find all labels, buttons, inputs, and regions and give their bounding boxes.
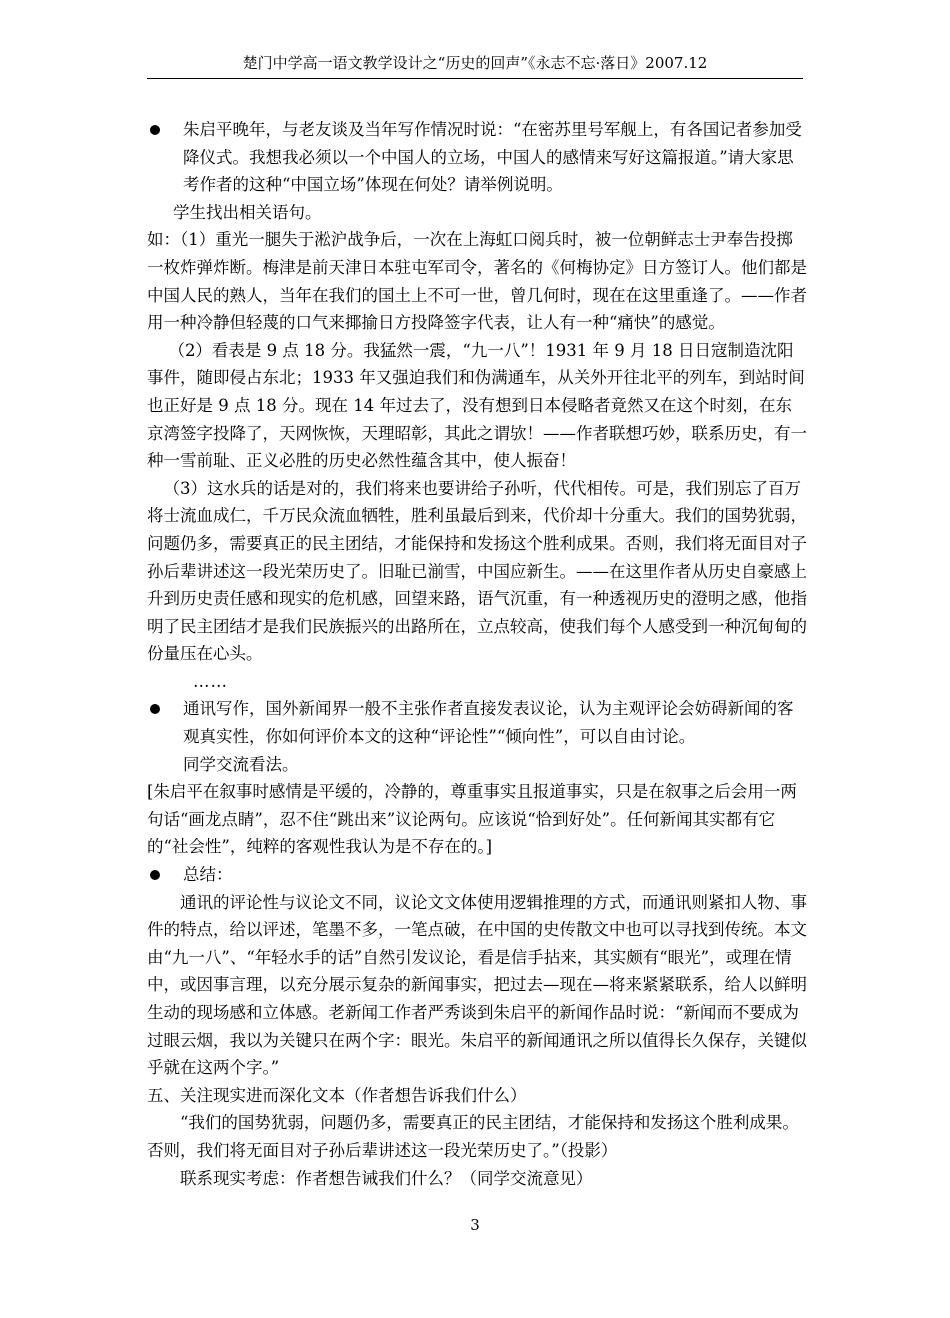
example-paragraph-2: （2）看表是 9 点 18 分。我猛然一震，“九一八”！1931 年 9 月 18 日日寇制造沈阳事件，随即侵占东北；1933 年又强迫我们和伪满通车，从关外开往北平的列车，到站时间也正好是 9 点 18 分。现在 14 年过去了，没有想到日本侵略者竟然又在这个时刻，在东京湾签字投降了，天网恢恢，天理昭彰，其此之谓欤！——作者联想巧妙，联系历史，有一种一雪前耻、正义必胜的历史必然性蕴含其中，使人振奋！ [147, 340, 807, 471]
ellipsis-text: …… [193, 671, 228, 691]
summary-label: 总结： [183, 865, 233, 885]
bullet-subtext: 同学交流看法。 [183, 754, 299, 774]
example-paragraph-3: （3）这水兵的话是对的，我们将来也要讲给子孙听，代代相传。可是，我们别忘了百万将士流血成仁，千万民众流血牺牲，胜利虽最后到来，代价却十分重大。我们的国势犹弱，问题仍多，需要真正的民主团结，才能保持和发扬这个胜利成果。否则，我们将无面目对子孙后辈讲述这一段光荣历史了。旧耻已湔雪，中国应新生。——在这里作者从历史自豪感上升到历史责任感和现实的危机感，回望来路，语气沉重，有一种透视历史的澄明之感，他指明了民主团结才是我们民族振兴的出路所在，立点较高，使我们每个人感受到一种沉甸甸的份量压在心头。 [147, 478, 807, 664]
bullet-dot-icon [150, 870, 160, 880]
bullet-item-summary [147, 861, 807, 889]
bracket-note: [朱启平在叙事时感情是平缓的，冷静的，尊重事实且报道事实，只是在叙事之后会用一两句话“画龙点睛”，忍不住“跳出来”议论两句。应该说“恰到好处”。任何新闻其实都有它的“社会性”，纯粹的客观性我认为是不存在的。] [147, 782, 797, 857]
bullet-text: 朱启平晚年，与老友谈及当年写作情况时说：“在密苏里号军舰上，有各国记者参加受降仪式。我想我必须以一个中国人的立场，中国人的感情来写好这篇报道。”请大家思考作者的这种“中国立场”体现在何处？请举例说明。 [183, 120, 802, 195]
bullet-item-commentary [147, 695, 807, 778]
page-number: 3 [470, 1216, 480, 1234]
page-header: 楚门中学高一语文教学设计之“历史的回声”《永志不忘·落日》2007.12 [147, 50, 803, 79]
summary-paragraph: 通讯的评论性与议论文不同，议论文文体使用逻辑推理的方式，而通讯则紧扣人物、事件的特点，给以评述，笔墨不多，一笔点破，在中国的史传散文中也可以寻找到传统。本文由“九一八”、“年轻水手的话”自然引发议论，看是信手拈来，其实颇有“眼光”，或理在情中，或因事言理，以充分展示复杂的新闻事实，把过去—现在—将来紧紧联系，给人以鲜明生动的现场感和立体感。老新闻工作者严秀谈到朱启平的新闻作品时说：“新闻而不要成为过眼云烟，我以为关键只在两个字：眼光。朱启平的新闻通讯之所以值得长久保存，关键似乎就在这两个字。” [147, 892, 807, 1078]
section-five-question: 联系现实考虑：作者想告诫我们什么？（同学交流意见） [180, 1168, 593, 1188]
student-find-text: 学生找出相关语句。 [173, 202, 322, 222]
bullet-item-china-stance [147, 116, 807, 199]
page-content [147, 116, 807, 1192]
section-five-quote: “我们的国势犹弱，问题仍多，需要真正的民主团结，才能保持和发扬这个胜利成果。否则，我们将无面目对子孙后辈讲述这一段光荣历史了。”（投影） [147, 1113, 799, 1160]
bullet-text: 通讯写作，国外新闻界一般不主张作者直接发表议论，认为主观评论会妨碍新闻的客观真实性，你如何评价本文的这种“评论性”“倾向性”，可以自由讨论。 [183, 699, 794, 747]
bullet-dot-icon [150, 125, 160, 135]
example-paragraph-1: 如：（1）重光一腿失于淞沪战争后，一次在上海虹口阅兵时，被一位朝鲜志士尹奉告投掷一枚炸弹炸断。梅津是前天津日本驻屯军司令，著名的《何梅协定》日方签订人。他们都是中国人民的熟人，当年在我们的国土上不可一世，曾几何时，现在在这里重逢了。——作者用一种冷静但轻蔑的口气来揶揄日方投降签字代表，让人有一种“痛快”的感觉。 [147, 230, 807, 333]
section-five-title: 五、关注现实进而深化文本（作者想告诉我们什么） [147, 1085, 527, 1105]
bullet-dot-icon [150, 704, 160, 714]
